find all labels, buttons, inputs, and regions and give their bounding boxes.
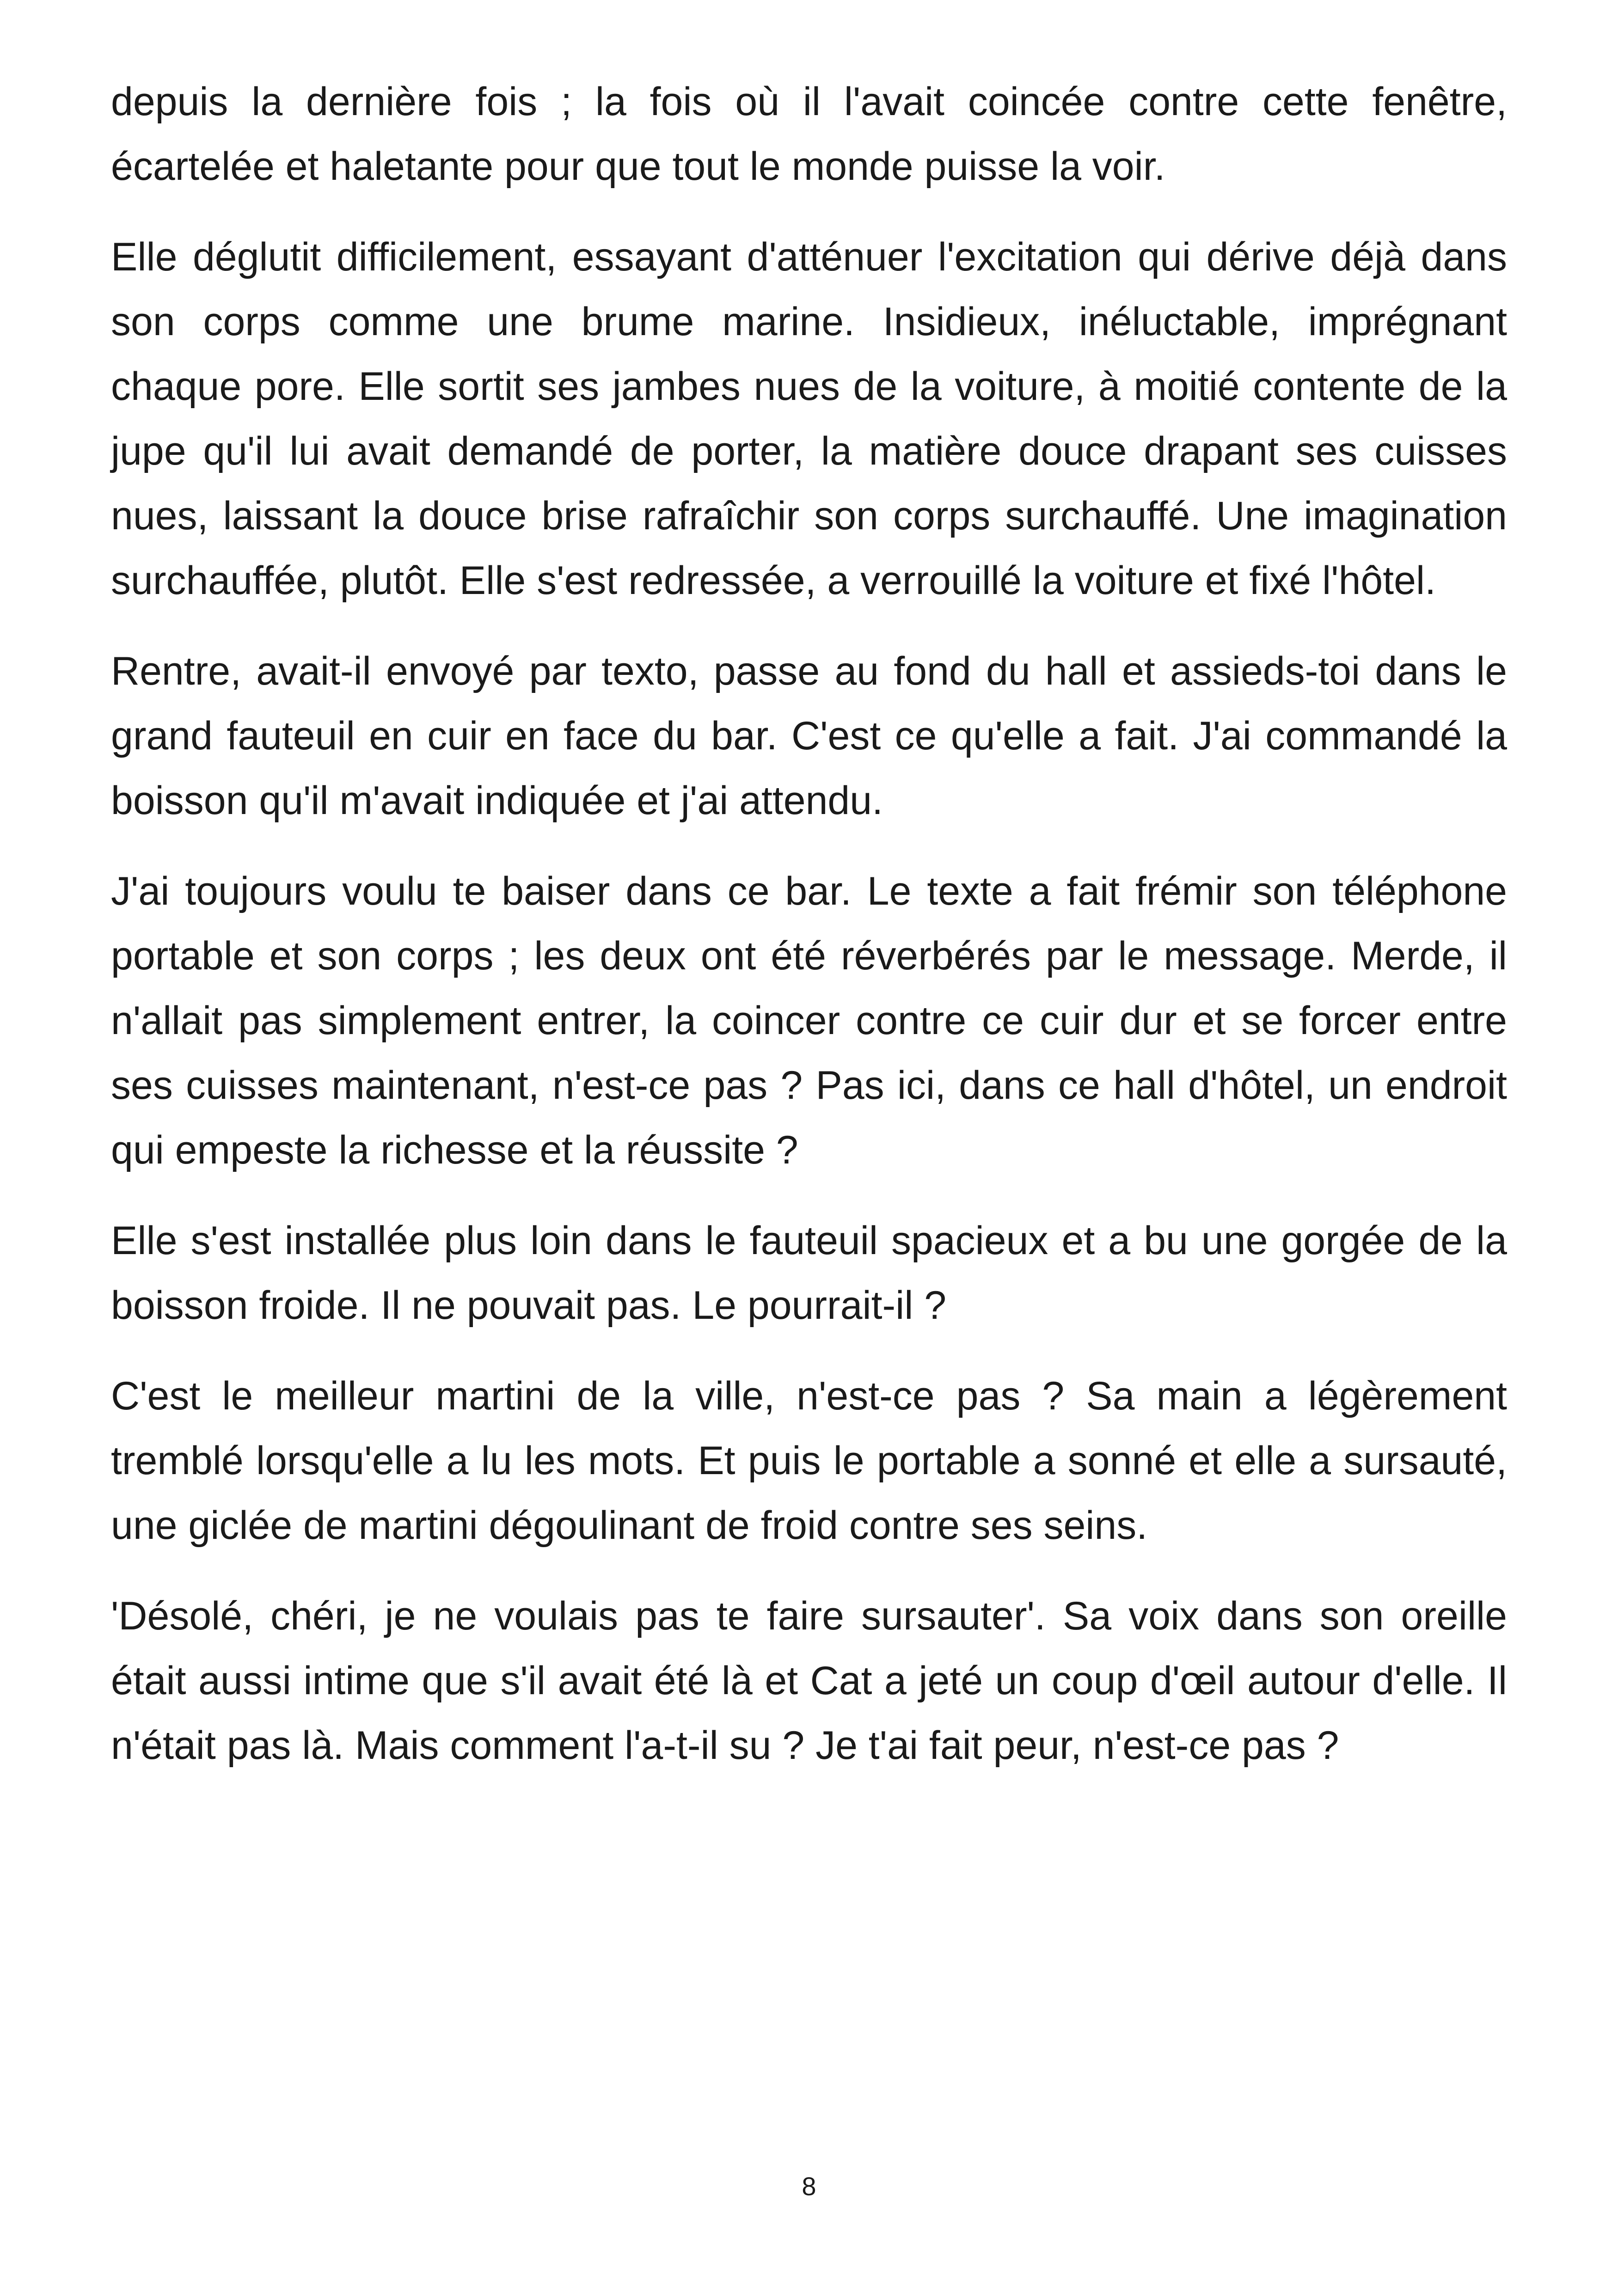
paragraph: 'Désolé, chéri, je ne voulais pas te faire sursauter'. Sa voix dans son oreille était aussi intime que s'il avait été là et Cat a jeté un coup d'œil autour d'elle. Il n'était pas là. Mais comment l'a-t-il su ? Je t'ai fait peur, n'est-ce pas ?: [111, 1594, 1507, 1768]
body-text: [111, 69, 1507, 1804]
page-number: 8: [802, 2172, 816, 2201]
paragraph: Elle s'est installée plus loin dans le fauteuil spacieux et a bu une gorgée de la boisson froide. Il ne pouvait pas. Le pourrait-il ?: [111, 1218, 1507, 1328]
paragraph: Elle déglutit difficilement, essayant d'atténuer l'excitation qui dérive déjà dans son corps comme une brume marine. Insidieux, inéluctable, imprégnant chaque pore. Elle sortit ses jambes nues de la voiture, à moitié contente de la jupe qu'il lui avait demandé de porter, la matière douce drapant ses cuisses nues, laissant la douce brise rafraîchir son corps surchauffé. Une imagination surchauffée, plutôt. Elle s'est redressée, a verrouillé la voiture et fixé l'hôtel.: [111, 235, 1507, 603]
paragraph: J'ai toujours voulu te baiser dans ce bar. Le texte a fait frémir son téléphone portable et son corps ; les deux ont été réverbérés par le message. Merde, il n'allait pas simplement entrer, la coincer contre ce cuir dur et se forcer entre ses cuisses maintenant, n'est-ce pas ? Pas ici, dans ce hall d'hôtel, un endroit qui empeste la richesse et la réussite ?: [111, 869, 1507, 1172]
paragraph: depuis la dernière fois ; la fois où il l'avait coincée contre cette fenêtre, écartelée et haletante pour que tout le monde puisse la voir.: [111, 80, 1507, 189]
paragraph: Rentre, avait-il envoyé par texto, passe au fond du hall et assieds-toi dans le grand fauteuil en cuir en face du bar. C'est ce qu'elle a fait. J'ai commandé la boisson qu'il m'avait indiquée et j'ai attendu.: [111, 649, 1507, 823]
paragraph: C'est le meilleur martini de la ville, n'est-ce pas ? Sa main a légèrement tremblé lorsqu'elle a lu les mots. Et puis le portable a sonné et elle a sursauté, une giclée de martini dégoulinant de froid contre ses seins.: [111, 1374, 1507, 1548]
